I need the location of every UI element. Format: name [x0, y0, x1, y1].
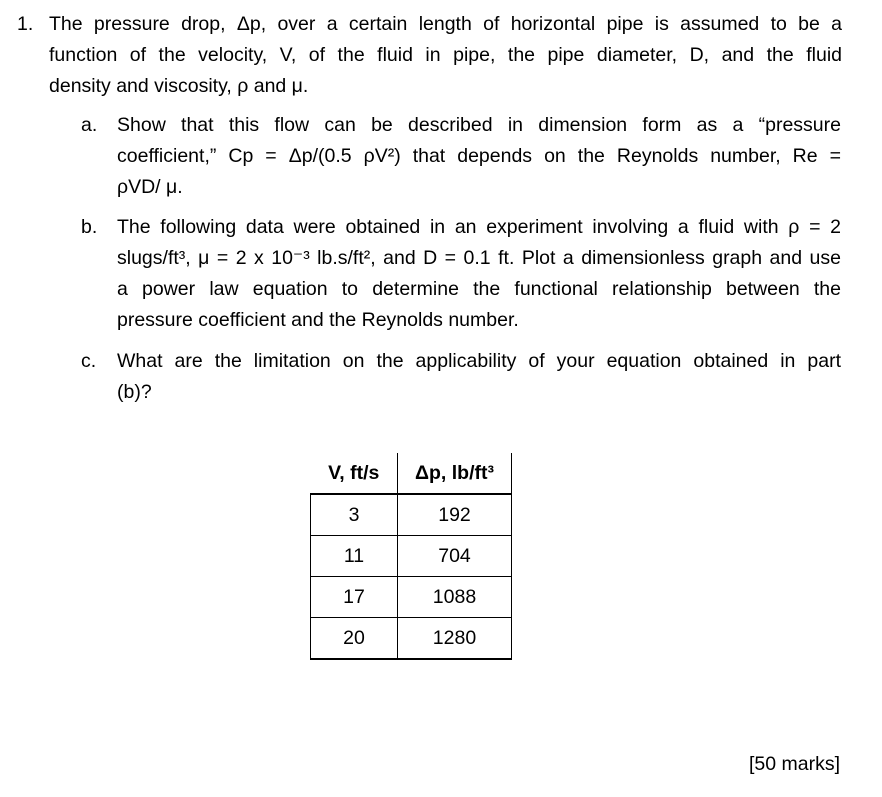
- table-row: [311, 618, 512, 660]
- part-c-label: c.: [81, 350, 97, 372]
- pressure-drop-cell: 704: [398, 536, 512, 577]
- part-b-text: [117, 212, 841, 336]
- part-a-text: [117, 110, 841, 203]
- question-line-2: function of the velocity, V, of the fluid in pipe, the pipe diameter, D, and the fluid: [49, 44, 842, 66]
- question-text: [49, 9, 842, 102]
- pressure-drop-header: Δp, lb/ft³: [398, 453, 512, 494]
- part-c-line-1: What are the limitation on the applicability of your equation obtained in part: [117, 350, 841, 372]
- part-c-line-2: (b)?: [117, 381, 152, 403]
- velocity-cell: 3: [311, 494, 398, 536]
- question-number: 1.: [17, 13, 34, 35]
- velocity-cell: 17: [311, 577, 398, 618]
- pressure-drop-cell: 1088: [398, 577, 512, 618]
- data-table: [310, 453, 512, 660]
- part-b-line-1: The following data were obtained in an experiment involving a fluid with ρ = 2: [117, 216, 841, 238]
- part-c-text: [117, 346, 841, 408]
- velocity-header: V, ft/s: [311, 453, 398, 494]
- part-b-line-3: a power law equation to determine the functional relationship between the: [117, 278, 841, 300]
- table-row: [311, 494, 512, 536]
- part-b-label: b.: [81, 216, 98, 238]
- pressure-drop-cell: 1280: [398, 618, 512, 660]
- part-a-label: a.: [81, 114, 98, 136]
- table-row: [311, 536, 512, 577]
- table-row: [311, 577, 512, 618]
- table-header-row: [311, 453, 512, 494]
- question-line-1: The pressure drop, Δp, over a certain length of horizontal pipe is assumed to be a: [49, 13, 842, 35]
- pressure-drop-cell: 192: [398, 494, 512, 536]
- question-line-3: density and viscosity, ρ and μ.: [49, 75, 309, 97]
- part-a-line-1: Show that this flow can be described in dimension form as a “pressure: [117, 114, 841, 136]
- part-b-line-4: pressure coefficient and the Reynolds number.: [117, 309, 519, 331]
- part-a-line-3: ρVD/ μ.: [117, 176, 183, 198]
- marks-label: [50 marks]: [748, 753, 840, 775]
- velocity-cell: 20: [311, 618, 398, 660]
- part-b-line-2: slugs/ft³, μ = 2 x 10⁻³ lb.s/ft², and D = 0.1 ft. Plot a dimensionless graph and use: [117, 247, 841, 269]
- velocity-cell: 11: [311, 536, 398, 577]
- part-a-line-2: coefficient,” Cp = Δp/(0.5 ρV²) that depends on the Reynolds number, Re =: [117, 145, 841, 167]
